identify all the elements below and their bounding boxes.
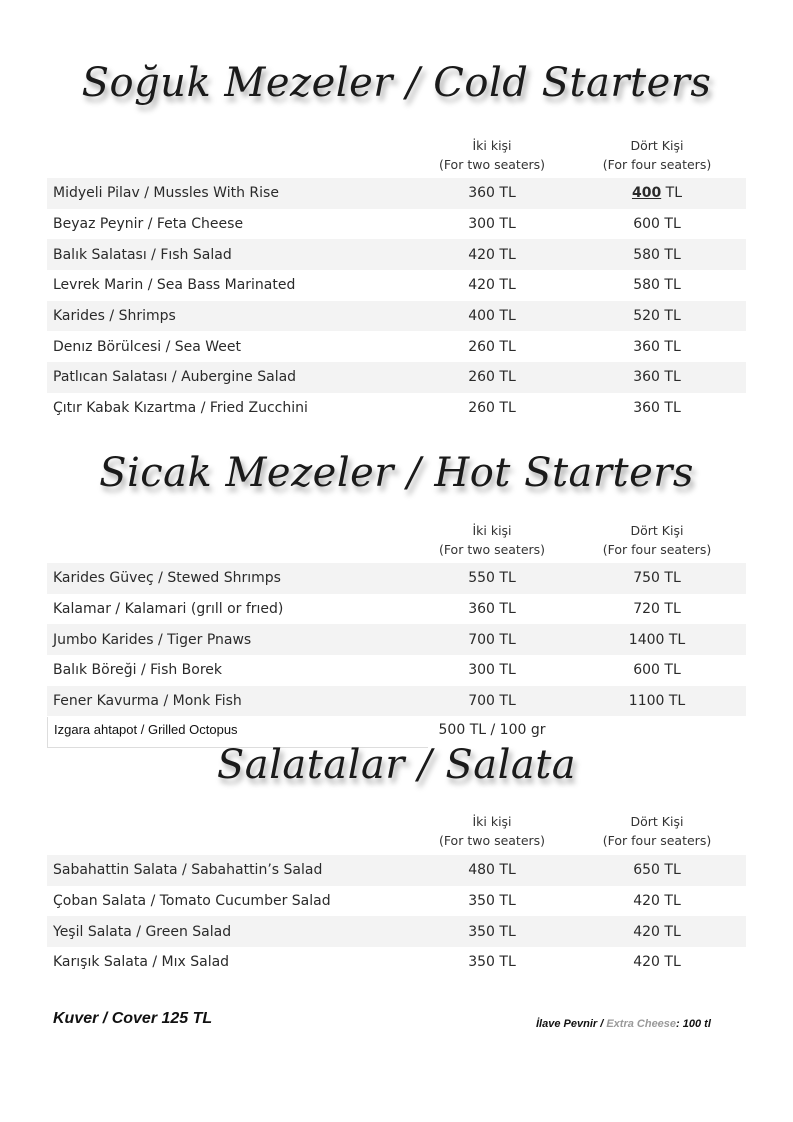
menu-row <box>47 686 746 717</box>
cold-col-four-header <box>582 136 732 174</box>
cover-charge: Kuver / Cover 125 TL <box>53 1010 213 1027</box>
item-name: Yeşil Salata / Green Salad <box>53 923 232 940</box>
price-two: 350 TL <box>468 893 516 910</box>
price-four-bold: 400 <box>631 185 662 202</box>
col-two-sublabel: (For two seaters) <box>438 542 546 557</box>
col-four-sublabel: (For four seaters) <box>602 833 712 848</box>
price-two: 420 TL <box>468 277 516 294</box>
menu-row <box>47 270 746 301</box>
price-two: 400 TL <box>468 308 516 325</box>
hot-col-two-header <box>417 521 567 559</box>
price-two: 350 TL <box>468 954 516 971</box>
menu-row <box>47 331 746 362</box>
price-four: 600 TL <box>633 216 681 233</box>
item-name: Beyaz Peynir / Feta Cheese <box>53 216 244 233</box>
salad-col-four-header <box>582 812 732 850</box>
col-four-label: Dört Kişi <box>630 814 684 829</box>
salads-table <box>47 855 746 978</box>
col-four-label: Dört Kişi <box>630 523 684 538</box>
extra-cheese-note <box>536 1018 711 1030</box>
extra-cheese-tr: İlave Pevnir / <box>536 1018 607 1030</box>
menu-row <box>47 916 746 947</box>
item-name: Izgara ahtapot / Grilled Octopus <box>54 722 238 737</box>
price-four: 360 TL <box>633 400 681 417</box>
price-two: 550 TL <box>468 570 516 587</box>
item-name: Çoban Salata / Tomato Cucumber Salad <box>53 893 331 910</box>
price-four: 580 TL <box>633 277 681 294</box>
menu-row <box>47 239 746 270</box>
menu-row <box>47 624 746 655</box>
menu-row <box>47 947 746 978</box>
price-four: 360 TL <box>633 369 681 386</box>
cold-starters-title: Soğuk Mezeler / Cold Starters <box>81 60 712 106</box>
price-two: 700 TL <box>468 631 516 648</box>
extra-cheese-en: Extra Cheese <box>606 1018 677 1030</box>
item-name: Balık Salatası / Fısh Salad <box>53 246 232 263</box>
col-two-label: İki kişi <box>472 814 512 829</box>
price-two: 700 TL <box>468 693 516 710</box>
hot-starters-title: Sicak Mezeler / Hot Starters <box>99 450 694 496</box>
price-two: 360 TL <box>468 601 516 618</box>
col-two-label: İki kişi <box>472 523 512 538</box>
menu-row <box>47 178 746 209</box>
price-two: 360 TL <box>468 185 516 202</box>
price-two: 260 TL <box>468 400 516 417</box>
item-name: Midyeli Pilav / Mussles With Rise <box>53 185 279 202</box>
extra-cheese-price: : 100 tl <box>676 1018 711 1030</box>
price-two: 300 TL <box>468 662 516 679</box>
menu-row <box>47 393 746 424</box>
col-two-sublabel: (For two seaters) <box>438 157 546 172</box>
price-two: 260 TL <box>468 369 516 386</box>
price-two: 300 TL <box>468 216 516 233</box>
item-name: Kalamar / Kalamari (grıll or frıed) <box>53 601 284 618</box>
item-name: Patlıcan Salatası / Aubergine Salad <box>53 369 297 386</box>
menu-row <box>47 594 746 625</box>
price-four <box>582 185 732 201</box>
col-four-label: Dört Kişi <box>630 138 684 153</box>
item-name: Jumbo Karides / Tiger Pnaws <box>53 631 252 648</box>
price-four: 420 TL <box>633 923 681 940</box>
price-two: 420 TL <box>468 246 516 263</box>
price-two: 480 TL <box>468 862 516 879</box>
item-name: Balık Böreği / Fish Borek <box>53 662 223 679</box>
price-four: 600 TL <box>633 662 681 679</box>
item-name: Karides Güveç / Stewed Shrımps <box>53 570 281 587</box>
price-two: 350 TL <box>468 923 516 940</box>
item-name: Sabahattin Salata / Sabahattin’s Salad <box>53 862 323 879</box>
hot-col-four-header <box>582 521 732 559</box>
price-four: 420 TL <box>633 893 681 910</box>
price-four: 750 TL <box>633 570 681 587</box>
cold-starters-table <box>47 178 746 424</box>
menu-row <box>47 855 746 886</box>
col-two-sublabel: (For two seaters) <box>438 833 546 848</box>
price-four-unit: TL <box>661 185 683 202</box>
price-four: 580 TL <box>633 246 681 263</box>
price-four: 1400 TL <box>628 631 686 648</box>
price-four: 1100 TL <box>628 693 686 710</box>
item-name: Denız Börülcesi / Sea Weet <box>53 338 242 355</box>
menu-row <box>47 209 746 240</box>
hot-starters-table <box>47 563 746 716</box>
item-name: Fener Kavurma / Monk Fish <box>53 693 242 710</box>
menu-row <box>47 362 746 393</box>
salad-col-two-header <box>417 812 567 850</box>
price-two: 260 TL <box>468 338 516 355</box>
item-name: Levrek Marin / Sea Bass Marinated <box>53 277 296 294</box>
col-four-sublabel: (For four seaters) <box>602 157 712 172</box>
item-name: Karışık Salata / Mıx Salad <box>53 954 230 971</box>
col-four-sublabel: (For four seaters) <box>602 542 712 557</box>
item-name: Karides / Shrimps <box>53 308 176 325</box>
item-name: Çıtır Kabak Kızartma / Fried Zucchini <box>53 400 308 417</box>
menu-row <box>47 301 746 332</box>
salads-title: Salatalar / Salata <box>216 742 577 788</box>
price-four: 520 TL <box>633 308 681 325</box>
menu-row <box>47 563 746 594</box>
menu-row <box>47 886 746 917</box>
menu-row <box>47 655 746 686</box>
price-four: 420 TL <box>633 954 681 971</box>
col-two-label: İki kişi <box>472 138 512 153</box>
price-four: 360 TL <box>633 338 681 355</box>
cold-col-two-header <box>417 136 567 174</box>
price-four: 720 TL <box>633 601 681 618</box>
octopus-price: 500 TL / 100 gr <box>438 722 546 738</box>
price-four: 650 TL <box>633 862 681 879</box>
